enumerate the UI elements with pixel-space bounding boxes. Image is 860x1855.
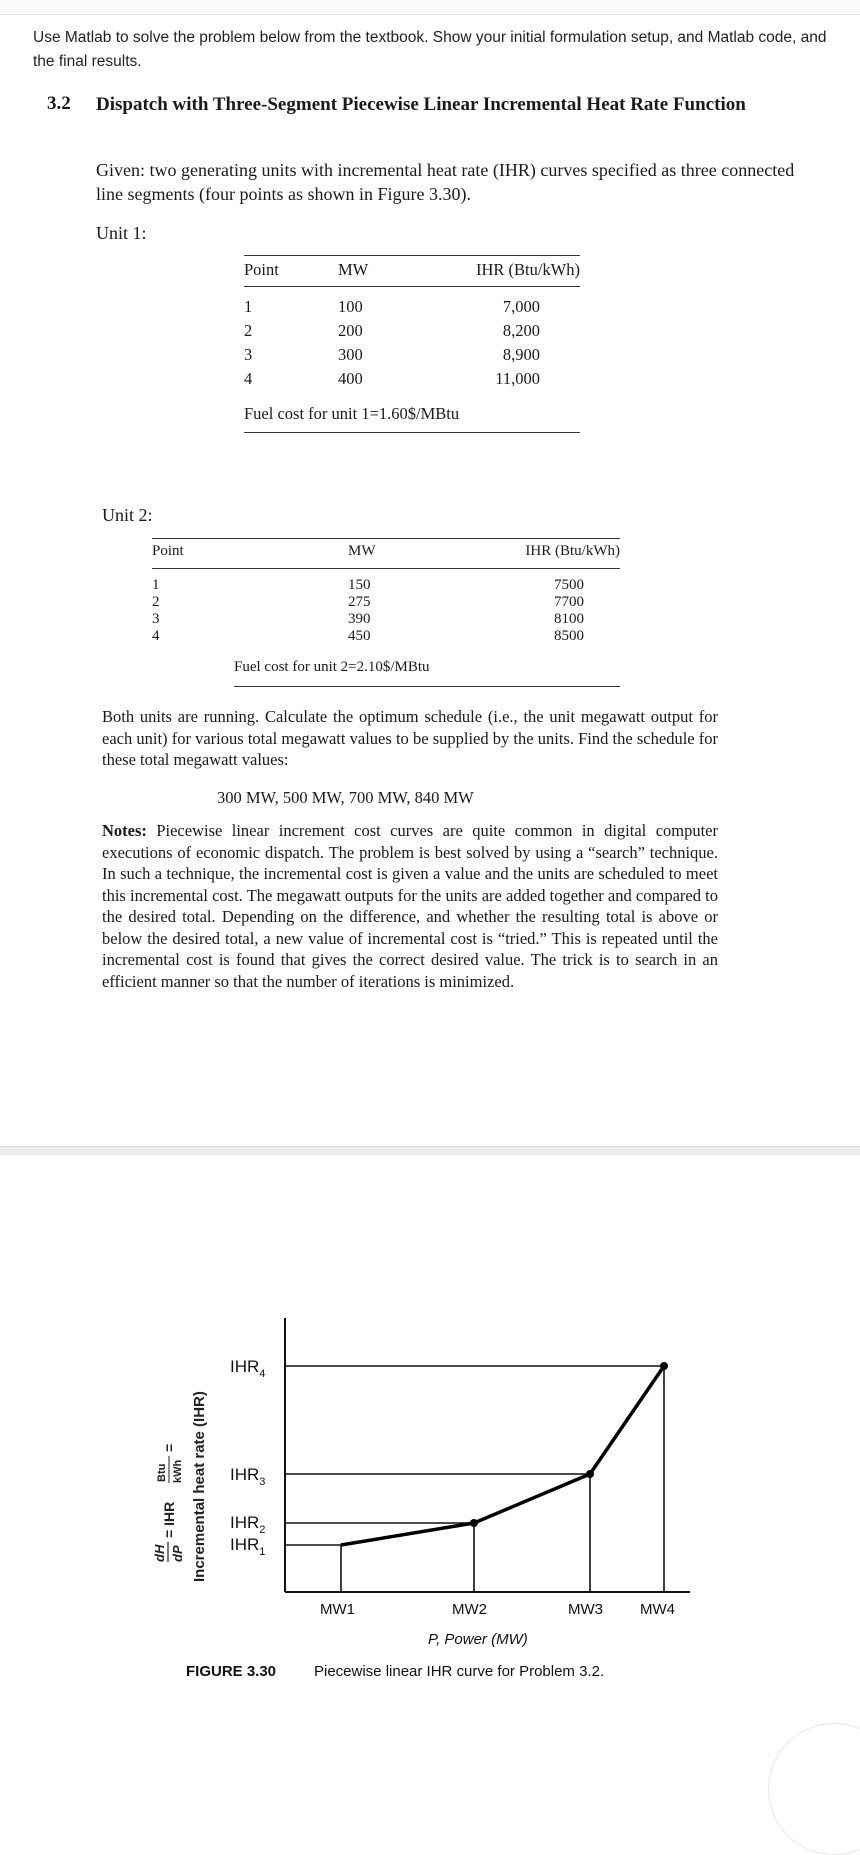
unit1-fuel-cost: Fuel cost for unit 1=1.60$/MBtu — [244, 404, 580, 433]
unit1-header-mw: MW — [338, 256, 424, 287]
notes-label: Notes: — [102, 821, 147, 840]
cell: 300 — [338, 344, 363, 364]
unit2-label: Unit 2: — [102, 505, 153, 525]
instructions-text: Use Matlab to solve the problem below from the textbook. Show your initial formulation setup, and Matlab code, and the final results. — [33, 29, 827, 70]
table-row — [152, 594, 620, 611]
cell: 3 — [152, 610, 160, 627]
cell: 7700 — [554, 593, 584, 610]
task-text: Both units are running. Calculate the optimum schedule (i.e., the unit megawatt output for each unit) for various total megawatt values to be supplied by the units. Find the schedule for these total megawatt values: — [102, 707, 718, 769]
cell: 4 — [152, 627, 160, 644]
cell: 2 — [244, 320, 253, 340]
cell: 4 — [244, 368, 253, 388]
cell: 8500 — [554, 627, 584, 644]
x-axis-label: P, Power (MW) — [428, 1631, 528, 1648]
notes-paragraph — [102, 820, 718, 992]
mw1-label: MW1 — [320, 1601, 355, 1618]
unit1-label: Unit 1: — [96, 223, 147, 243]
cell: 1 — [152, 576, 160, 593]
formula-dP: dP — [170, 1545, 185, 1562]
mw2-label: MW2 — [452, 1601, 487, 1618]
cell: 7,000 — [502, 296, 540, 316]
curve-point-4 — [660, 1362, 668, 1370]
unit2-header-ihr: IHR (Btu/kWh) — [498, 539, 620, 569]
figure-3-30 — [0, 1150, 860, 1810]
top-bar — [0, 0, 860, 15]
cell: 450 — [348, 627, 371, 644]
cell: 400 — [338, 368, 363, 388]
cell: 8100 — [554, 610, 584, 627]
table-row — [152, 628, 620, 645]
formula-dH: dH — [152, 1544, 167, 1562]
curve-point-3 — [586, 1470, 594, 1478]
unit1-header-point: Point — [244, 256, 338, 287]
unit2-header-mw: MW — [348, 539, 498, 569]
notes-text: Piecewise linear increment cost curves are quite common in digital computer executions of economic dispatch. The problem is best solved by using a “search” technique. In such a technique, the incremental cost is given a value and the units are scheduled to meet this incremental cost. The megawatt outputs for the units are added together and compared to the desired total. Depending on the difference, and whether the resulting total is above or below the desired total, a new value of incremental cost is “tried.” This is repeated until the incremental cost is found that gives the correct desired value. The trick is to search in an efficient manner so that the number of iterations is minimized. — [102, 821, 719, 991]
cell: 100 — [338, 296, 363, 316]
caption-label: FIGURE 3.30 — [186, 1663, 277, 1680]
cell: 275 — [348, 593, 371, 610]
ihr4-label: $IHR_4$ — [230, 1357, 266, 1380]
y-axis-label: Incremental heat rate (IHR) — [191, 1391, 208, 1582]
table-row — [244, 343, 580, 367]
unit2-header-point: Point — [152, 539, 348, 569]
curve-point-2 — [470, 1519, 478, 1527]
table-row — [244, 367, 580, 391]
given-text: Given: two generating units with incremental heat rate (IHR) curves specified as three connected line segments (four points as shown in Figure 3.30). — [96, 160, 795, 204]
formula-unit-den: kWh — [172, 1459, 184, 1483]
problem-number: 3.2 — [47, 93, 71, 114]
cell: 11,000 — [495, 368, 540, 388]
cell: 150 — [348, 576, 371, 593]
cell: 2 — [152, 593, 160, 610]
caption-text: Piecewise linear IHR curve for Problem 3.2. — [314, 1663, 605, 1680]
formula-unit-num: Btu — [156, 1463, 168, 1482]
cell: 390 — [348, 610, 371, 627]
table-row — [152, 611, 620, 628]
mw4-label: MW4 — [640, 1601, 675, 1618]
unit2-table — [152, 538, 620, 645]
y-formula — [152, 1444, 185, 1562]
ihr2-label: $IHR_2$ — [230, 1513, 266, 1536]
cell: 3 — [244, 344, 253, 364]
unit1-header-ihr: IHR (Btu/kWh) — [424, 256, 580, 287]
ihr-curve — [341, 1366, 664, 1545]
unit1-table — [244, 255, 580, 391]
table-row — [244, 295, 580, 319]
cell: 8,200 — [502, 320, 540, 340]
problem-title: Dispatch with Three-Segment Piecewise Linear Incremental Heat Rate Function — [96, 94, 746, 115]
table-row — [152, 577, 620, 594]
formula-eq: = IHR — [161, 1501, 177, 1538]
cell: 7500 — [554, 576, 584, 593]
table-row — [244, 319, 580, 343]
cell: 1 — [244, 296, 253, 316]
cell: 200 — [338, 320, 363, 340]
total-mw-values: 300 MW, 500 MW, 700 MW, 840 MW — [217, 788, 474, 807]
formula-tail: = — [161, 1443, 177, 1452]
mw3-label: MW3 — [568, 1601, 603, 1618]
cell: 8,900 — [502, 344, 540, 364]
ihr3-label: $IHR_3$ — [230, 1465, 266, 1488]
unit2-fuel-cost: Fuel cost for unit 2=2.10$/MBtu — [234, 659, 620, 687]
ihr1-label: $IHR_1$ — [230, 1535, 266, 1558]
